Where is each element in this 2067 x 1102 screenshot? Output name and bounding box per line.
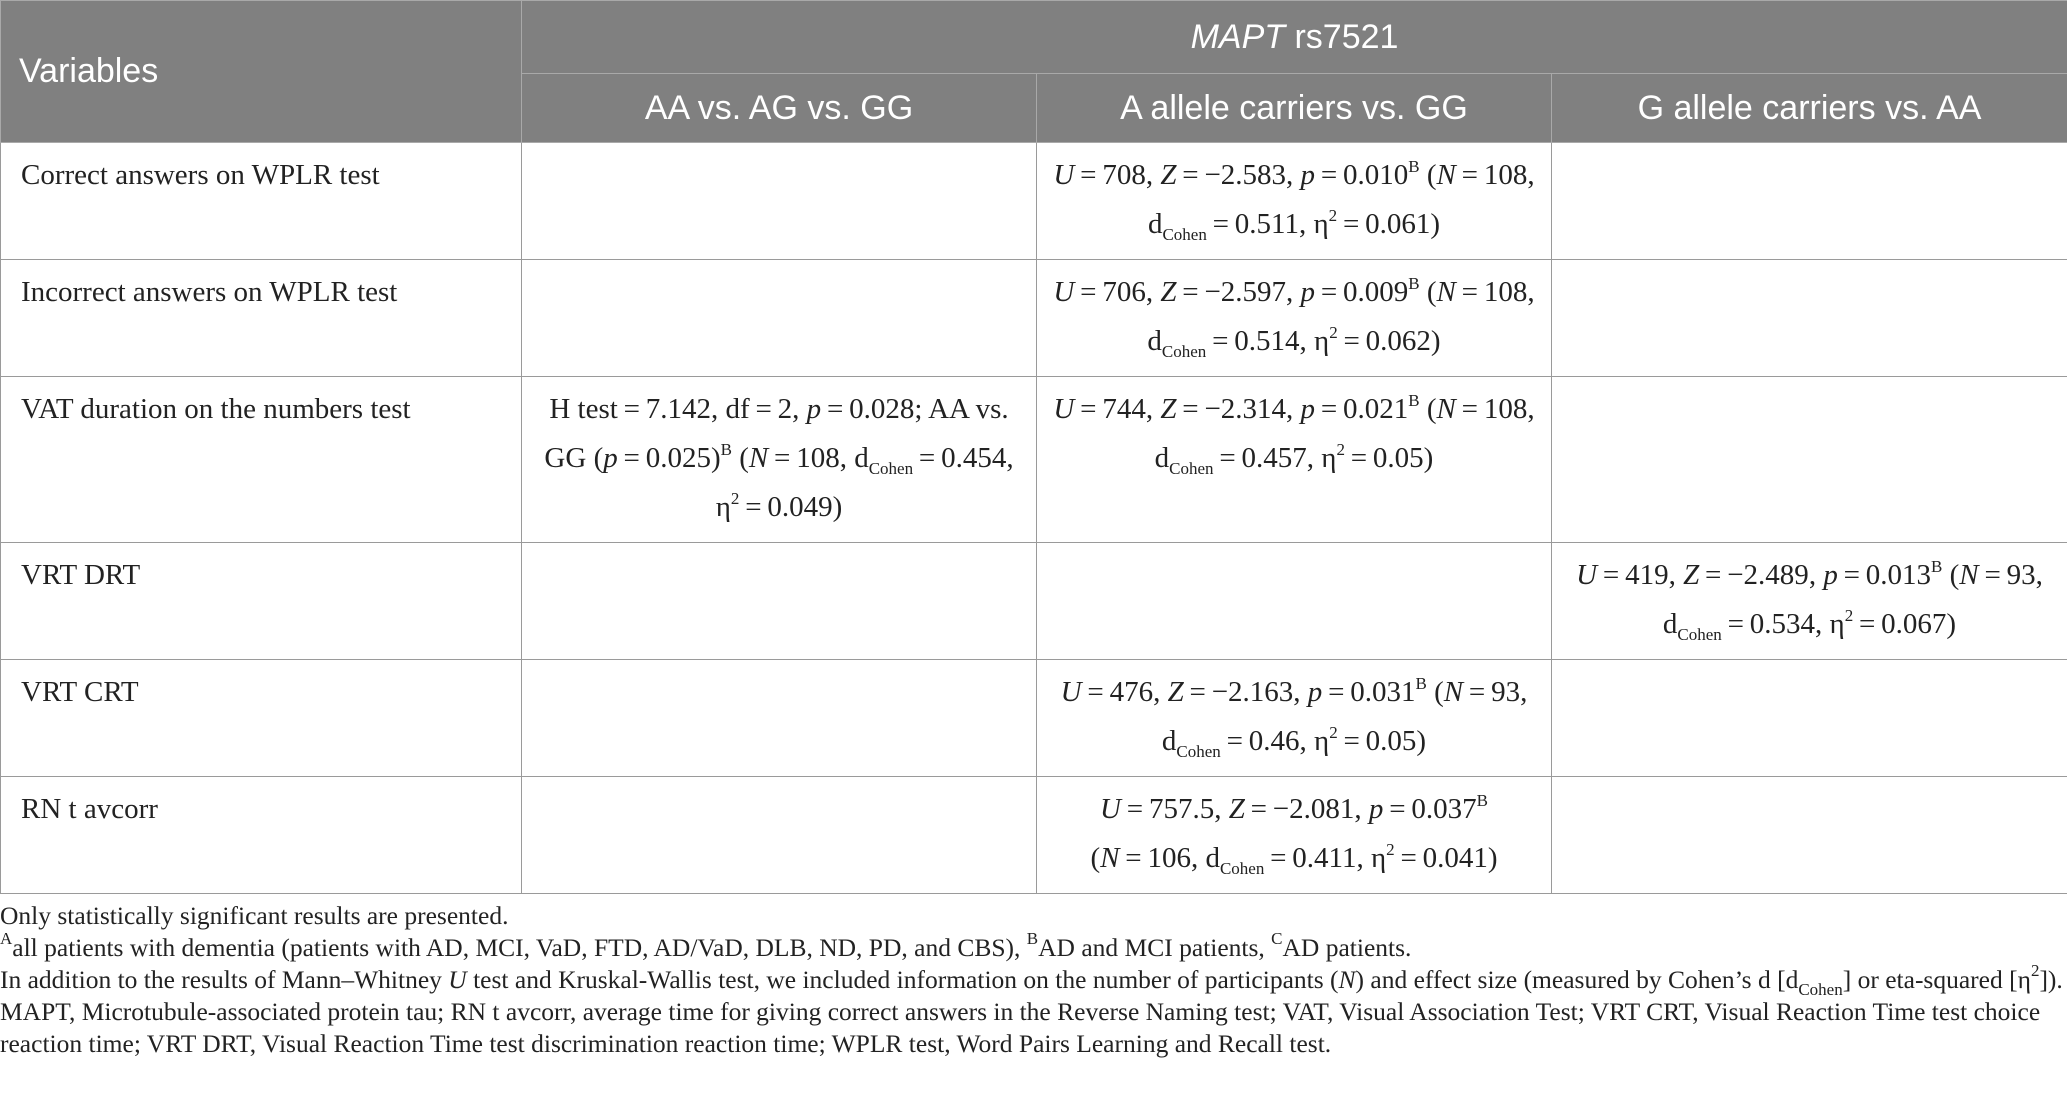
result-cell-1 (522, 660, 1037, 777)
footnote-effect-size: In addition to the results of Mann–Whitney U test and Kruskal-Wallis test, we included information on the number of participants (N) and effect size (measured by Cohen’s d $[d_{Cohen}]$ or eta-squared $[\eta^2]$). (0, 961, 2063, 999)
result-cell-2: U = 757.5, Z = −2.081, $p = 0.037^B$ (N = 106, $d_{Cohen} = 0.411$, $\eta^2 = 0.041$) (1037, 777, 1552, 894)
result-cell-1 (522, 260, 1037, 377)
result-cell-2 (1037, 543, 1552, 660)
variable-label: VAT duration on the numbers test (1, 377, 522, 543)
result-cell-1 (522, 777, 1037, 894)
result-cell-3 (1552, 143, 2067, 260)
result-cell-3 (1552, 260, 2067, 377)
subheader-aa-ag-gg: AA vs. AG vs. GG (522, 74, 1037, 143)
variable-label: RN t avcorr (1, 777, 522, 894)
variable-label: Correct answers on WPLR test (1, 143, 522, 260)
variable-label: VRT DRT (1, 543, 522, 660)
header-row (1, 1, 2067, 74)
table-row (1, 543, 2067, 660)
variable-label: Incorrect answers on WPLR test (1, 260, 522, 377)
result-cell-3 (1552, 777, 2067, 894)
result-cell-3 (1552, 377, 2067, 543)
table-row (1, 143, 2067, 260)
variable-label: VRT CRT (1, 660, 522, 777)
result-cell-3: U = 419, Z = −2.489, $p = 0.013^B$ (N = 93, $d_{Cohen} = 0.534$, $\eta^2 = 0.067$) (1552, 543, 2067, 660)
subheader-a-carriers-vs-gg: A allele carriers vs. GG (1037, 74, 1552, 143)
variables-header: Variables (1, 1, 522, 143)
footnote-significance: Only statistically significant results are presented. (0, 901, 509, 930)
table-row (1, 777, 2067, 894)
result-cell-2: U = 476, Z = −2.163, $p = 0.031^B$ (N = 93, $d_{Cohen} = 0.46$, $\eta^2 = 0.05$) (1037, 660, 1552, 777)
table-row (1, 660, 2067, 777)
result-cell-1 (522, 543, 1037, 660)
result-cell-1 (522, 143, 1037, 260)
footnote-abbreviations: MAPT, Microtubule-associated protein tau; RN t avcorr, average time for giving correct answers in the Reverse Naming test; VAT, Visual Association Test; VRT CRT, Visual Reaction Time test choice reaction time; VRT DRT, Visual Reaction Time test discrimination reaction time; WPLR test, Word Pairs Learning and Recall test. (0, 997, 2041, 1058)
table-row (1, 377, 2067, 543)
result-cell-2: U = 706, Z = −2.597, $p = 0.009^B$ (N = 108, $d_{Cohen} = 0.514$, $\eta^2 = 0.062$) (1037, 260, 1552, 377)
subheader-g-carriers-vs-aa: G allele carriers vs. AA (1552, 74, 2067, 143)
gene-header: MAPT rs7521 (522, 1, 2067, 74)
table-row (1, 260, 2067, 377)
result-cell-2: U = 744, Z = −2.314, $p = 0.021^B$ (N = 108, $d_{Cohen} = 0.457$, $\eta^2 = 0.05$) (1037, 377, 1552, 543)
result-cell-2: U = 708, Z = −2.583, $p = 0.010^B$ (N = 108, $d_{Cohen} = 0.511$, $\eta^2 = 0.061$) (1037, 143, 1552, 260)
result-cell-3 (1552, 660, 2067, 777)
footnote-groups: $^A$all patients with dementia (patients with AD, MCI, VaD, FTD, AD/VaD, DLB, ND, PD, and CBS), $^B$AD and MCI patients, $^C$AD patients. (0, 929, 1412, 962)
table-footnotes (0, 894, 2067, 1060)
result-cell-1: H test = 7.142, df = 2, p = 0.028; AA vs. GG (p = 0.025)$^B$ (N = 108, $d_{Cohen} = 0.454$, $\eta^2 = 0.049$) (522, 377, 1037, 543)
